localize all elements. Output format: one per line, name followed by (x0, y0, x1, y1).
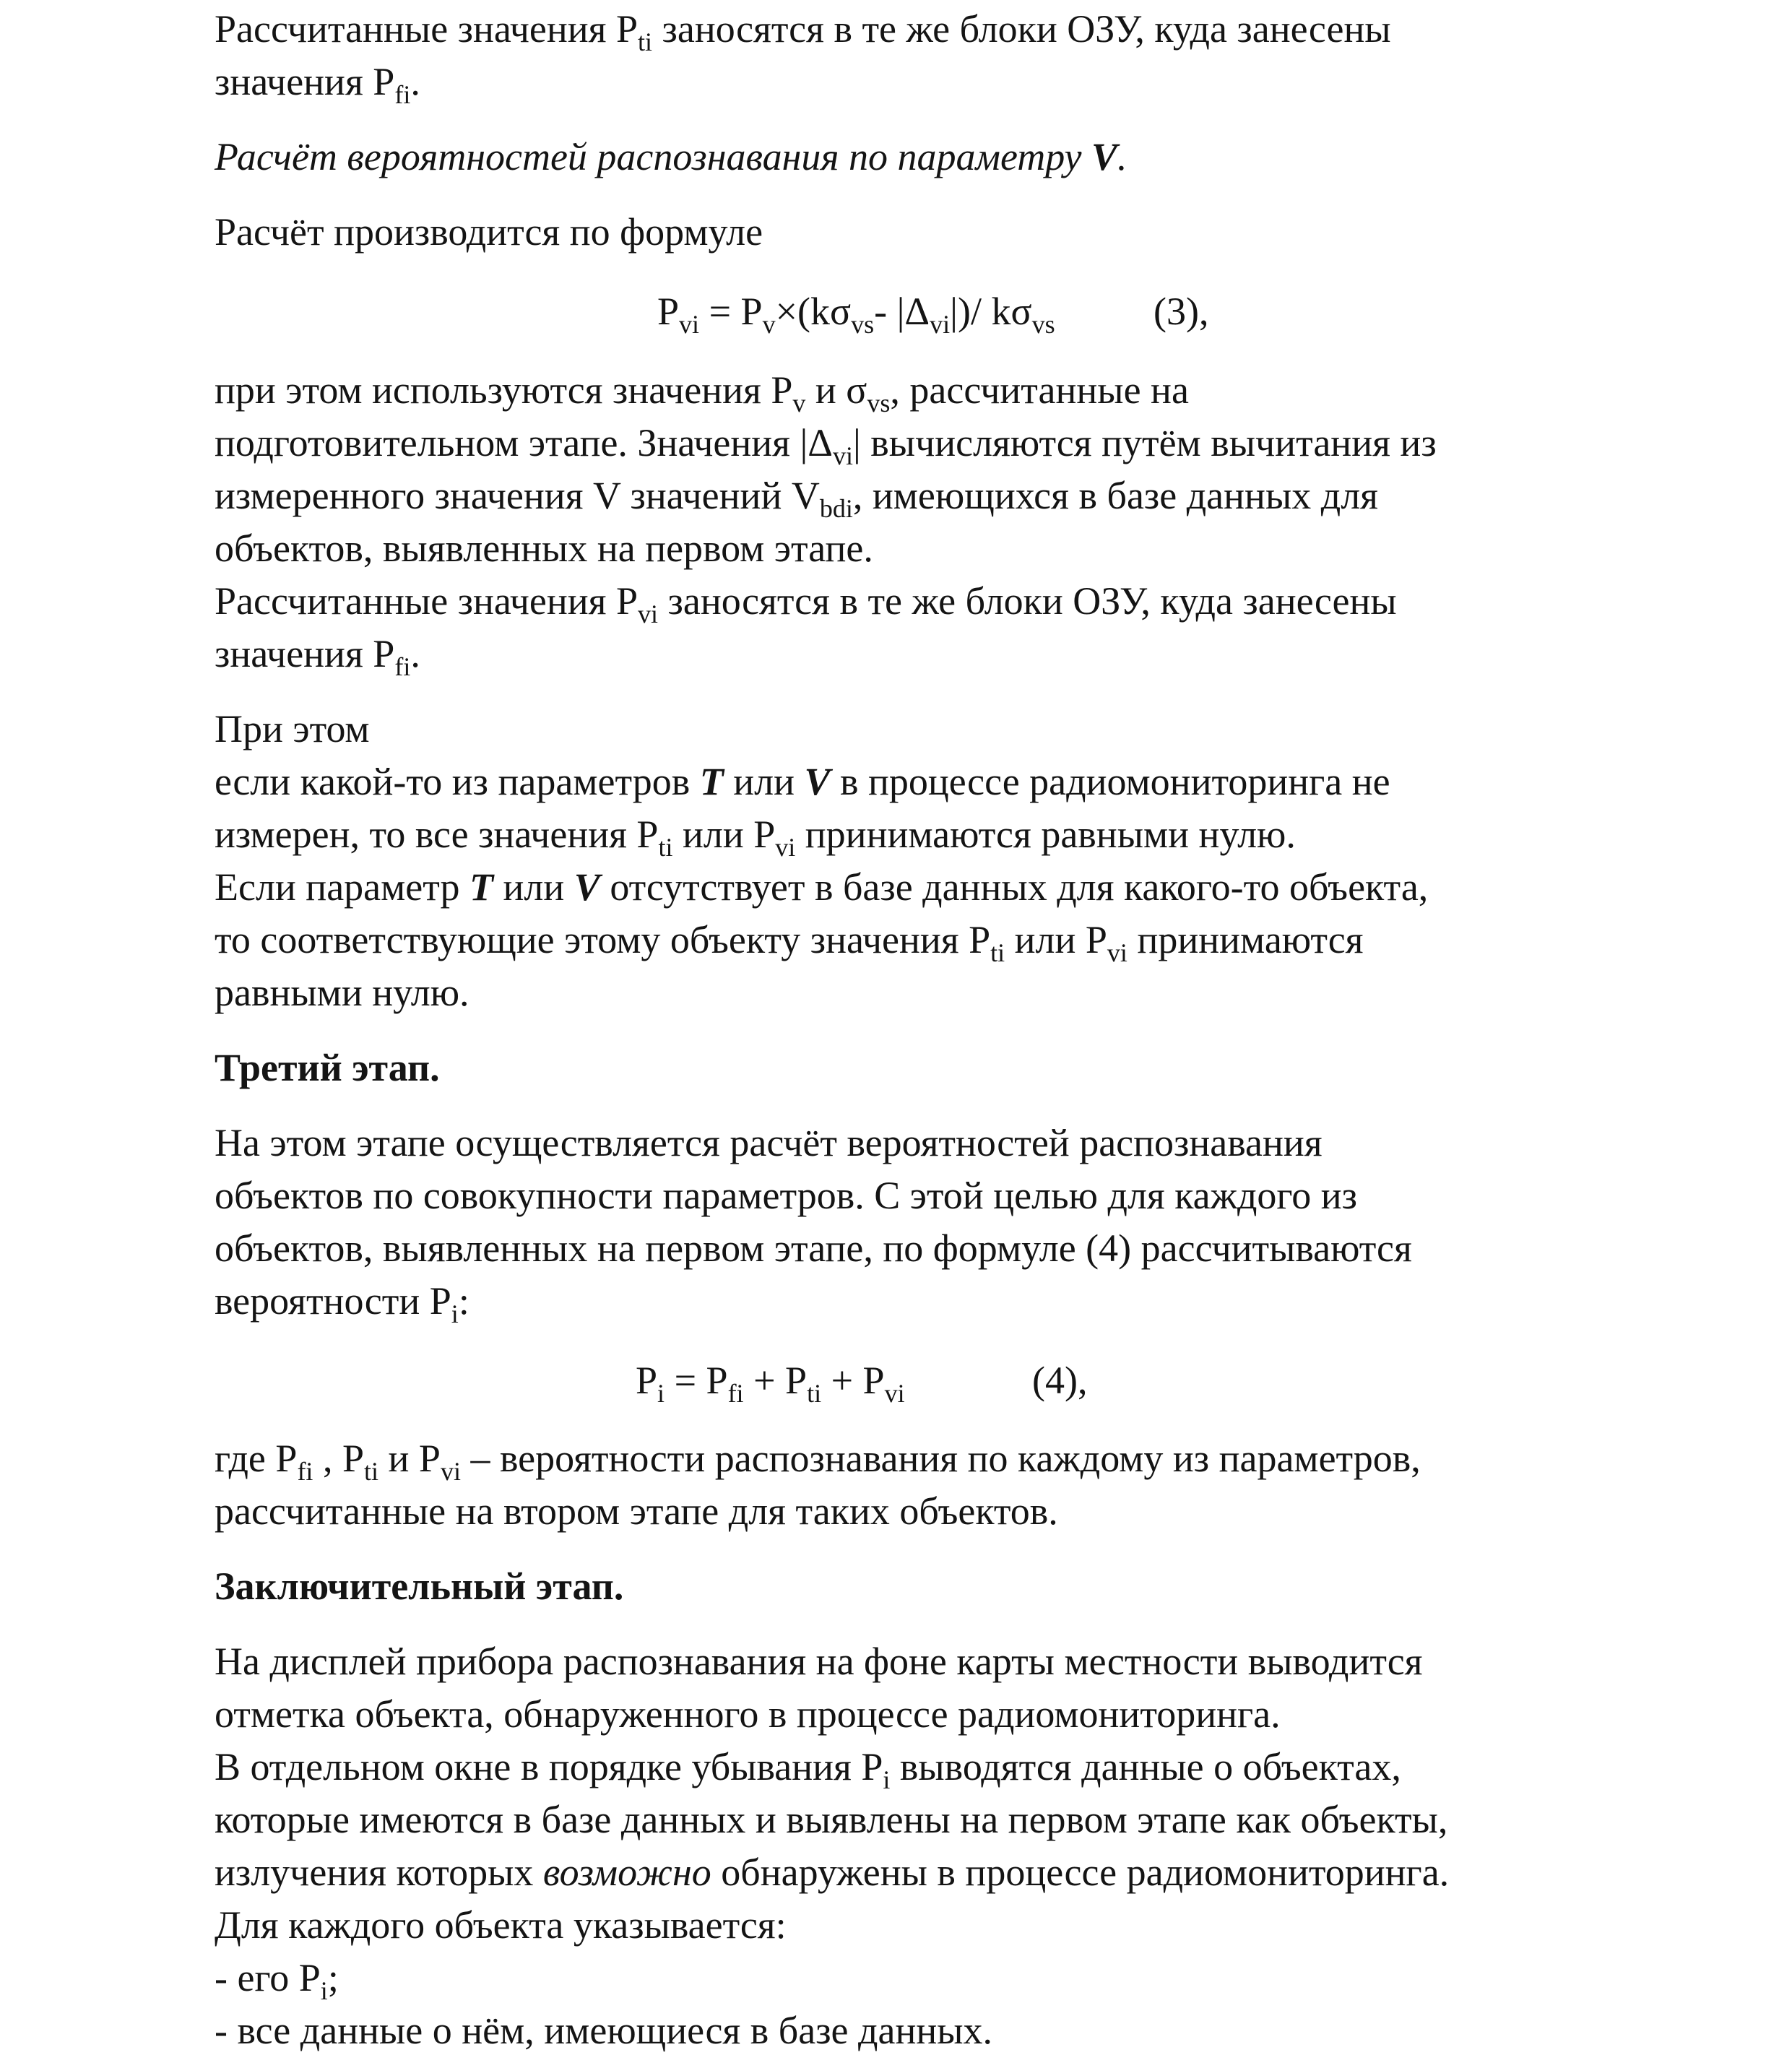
text-line: при этом используются значения $P_v$ и $\sigma_{vs}$, рассчитанные на (215, 368, 1189, 418)
equation-number: (3), (1153, 290, 1209, 333)
text-line: На дисплей прибора распознавания на фоне карты местности выводится (215, 1640, 1423, 1683)
text-line: На этом этапе осуществляется расчёт вероятностей распознавания (215, 1121, 1323, 1164)
formula-3: $P_{vi} = P_v\times(k\sigma_{vs}-$ $|\Delta_{vi}|)/$ $k\sigma_{vs}$ (657, 290, 1055, 339)
text-line: Если параметр T или V отсутствует в базе данных для какого-то объекта, (215, 865, 1429, 909)
text-line: подготовительном этапе. Значения $|\Delta_{vi}|$ вычисляются путём вычитания из (215, 421, 1437, 470)
text-line: объектов по совокупности параметров. С этой целью для каждого из (215, 1174, 1357, 1217)
text-line: которые имеются в базе данных и выявлены на первом этапе как объекты, (215, 1798, 1448, 1841)
text-line: где $P_{fi}$ , $P_{ti}$ и $P_{vi}$ – вероятности распознавания по каждому из параметров, (215, 1437, 1421, 1486)
text-line: Рассчитанные значения $P_{vi}$ заносятся в те же блоки ОЗУ, куда занесены (215, 579, 1397, 628)
equation-number: (4), (1032, 1359, 1088, 1402)
text-line: значения $P_{fi}$. (215, 632, 420, 681)
text-line: вероятности $P_i$: (215, 1279, 469, 1328)
text-line: то соответствующие этому объекту значения $P_{ti}$ или $P_{vi}$ принимаются (215, 918, 1364, 967)
text-line: Для каждого объекта указывается: (215, 1903, 787, 1947)
text-line: равными нулю. (215, 971, 469, 1014)
text-line: если какой-то из параметров T или V в процессе радиомониторинга не (215, 760, 1390, 803)
text-line: рассчитанные на втором этапе для таких объектов. (215, 1489, 1058, 1533)
formula-4: $P_i = P_{fi} + P_{ti} + P_{vi}$ (636, 1359, 905, 1408)
text-line: объектов, выявленных на первом этапе. (215, 527, 873, 570)
section-heading: Третий этап. (215, 1046, 440, 1089)
text-line: излучения которых возможно обнаружены в процессе радиомониторинга. (215, 1851, 1450, 1894)
text-line: измерен, то все значения $P_{ti}$ или $P_{vi}$ принимаются равными нулю. (215, 813, 1296, 862)
text-line: значения $P_{fi}$. (215, 60, 420, 109)
text-line: Расчёт производится по формуле (215, 210, 763, 254)
text-line: отметка объекта, обнаруженного в процессе радиомониторинга. (215, 1692, 1281, 1736)
section-heading: Заключительный этап. (215, 1565, 624, 1608)
text-line: объектов, выявленных на первом этапе, по формуле (4) рассчитываются (215, 1226, 1412, 1270)
text-line: При этом (215, 707, 370, 750)
text-line: Рассчитанные значения $P_{ti}$ заносятся в те же блоки ОЗУ, куда занесены (215, 7, 1391, 56)
text-line: В отдельном окне в порядке убывания $P_i$ выводятся данные о объектах, (215, 1745, 1401, 1794)
list-item: - все данные о нём, имеющиеся в базе данных. (215, 2009, 993, 2052)
text-line: измеренного значения V значений $V_{bdi}$, имеющихся в базе данных для (215, 474, 1378, 523)
section-heading: Расчёт вероятностей распознавания по параметру V. (215, 135, 1127, 178)
list-item: - его $P_i$; (215, 1956, 339, 2005)
